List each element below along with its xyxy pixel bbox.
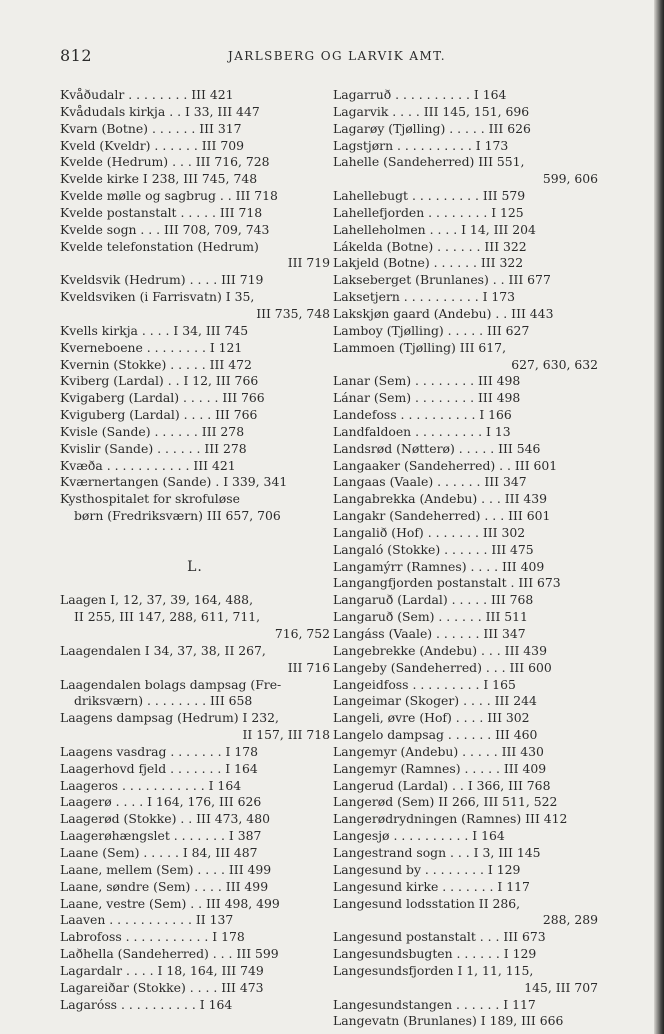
index-column-left — [60, 87, 330, 1013]
index-entry: Lamboy (Tjølling) . . . . . III 627 — [333, 322, 530, 338]
index-entry: Lahellebugt . . . . . . . . . III 579 — [333, 188, 526, 204]
index-entry: III 719 — [287, 255, 330, 271]
index-entry: Laane (Sem) . . . . . I 84, III 487 — [60, 844, 258, 860]
index-entry: Kviberg (Lardal) . . I 12, III 766 — [60, 373, 259, 389]
blank-line — [60, 542, 330, 559]
index-entry: Kvelde telefonstation (Hedrum) — [60, 238, 259, 254]
index-entry: 627, 630, 632 — [511, 356, 598, 372]
index-entry: Lagardalr . . . . I 18, 164, III 749 — [60, 962, 264, 978]
index-entry: Langangfjorden postanstalt . III 673 — [333, 575, 561, 591]
index-entry: Langaaker (Sandeherred) . . III 601 — [333, 457, 558, 473]
index-entry: Langeli, øvre (Hof) . . . . III 302 — [333, 710, 530, 726]
index-entry: Langesund by . . . . . . . . I 129 — [333, 861, 521, 877]
index-entry: Landsrød (Nøtterø) . . . . . III 546 — [333, 440, 541, 456]
index-entry: Kveld (Kveldr) . . . . . . III 709 — [60, 137, 244, 153]
index-entry: Laagerød (Stokke) . . III 473, 480 — [60, 811, 270, 827]
index-entry: Langemyr (Ramnes) . . . . . III 409 — [333, 760, 547, 776]
index-entry: Langakr (Sandeherred) . . . III 601 — [333, 508, 551, 524]
index-entry: Landfaldoen . . . . . . . . . I 13 — [333, 423, 511, 439]
index-entry: Langesundsbugten . . . . . . I 129 — [333, 946, 537, 962]
index-entry: Laane, søndre (Sem) . . . . III 499 — [60, 878, 269, 894]
index-entry: Laagen I, 12, 37, 39, 164, 488, — [60, 592, 254, 608]
index-entry: Laagendalen I 34, 37, 38, II 267, — [60, 642, 266, 658]
index-entry: Kvelde (Hedrum) . . . III 716, 728 — [60, 154, 270, 170]
index-entry: Lagaróss . . . . . . . . . . I 164 — [60, 996, 233, 1012]
index-entry: Lagareiðar (Stokke) . . . . III 473 — [60, 979, 264, 995]
index-entry: Lammoen (Tjølling) III 617, — [333, 339, 507, 355]
index-entry: Lánar (Sem) . . . . . . . . III 498 — [333, 390, 521, 406]
index-entry: Kvelde kirke I 238, III 745, 748 — [60, 171, 258, 187]
index-entry: Laagerøhængslet . . . . . . . I 387 — [60, 828, 262, 844]
index-entry: Lakskjøn gaard (Andebu) . . III 443 — [333, 305, 554, 321]
blank-line — [60, 575, 330, 592]
index-entry: Langesund lodsstation II 286, — [333, 895, 521, 911]
index-entry: Kvådudals kirkja . . I 33, III 447 — [60, 103, 260, 119]
index-entry: Kvelde sogn . . . III 708, 709, 743 — [60, 221, 270, 237]
index-entry: Langaruð (Lardal) . . . . . III 768 — [333, 592, 534, 608]
index-entry: Lagarruð . . . . . . . . . . I 164 — [333, 87, 507, 102]
index-entry: Langalið (Hof) . . . . . . . III 302 — [333, 524, 526, 540]
index-entry: Lahelle (Sandeherred) III 551, — [333, 154, 525, 170]
index-entry: Langabrekka (Andebu) . . . III 439 — [333, 491, 548, 507]
index-entry: Kveldsvik (Hedrum) . . . . III 719 — [60, 272, 264, 288]
page-header — [0, 46, 664, 68]
index-entry: Laagerhovd fjeld . . . . . . . I 164 — [60, 760, 258, 776]
index-entry: Langerud (Lardal) . . I 366, III 768 — [333, 777, 551, 793]
index-entry: Kvigaberg (Lardal) . . . . . III 766 — [60, 390, 265, 406]
index-entry: Langeidfoss . . . . . . . . . I 165 — [333, 676, 516, 692]
page-edge-shadow — [654, 0, 664, 1034]
index-entry: Lagstjørn . . . . . . . . . . I 173 — [333, 137, 509, 153]
index-entry: børn (Fredriksværn) III 657, 706 — [74, 508, 281, 524]
index-entry: Kverneboene . . . . . . . . I 121 — [60, 339, 243, 355]
index-entry: Kysthospitalet for skrofuløse — [60, 491, 240, 507]
index-entry: Laane, mellem (Sem) . . . . III 499 — [60, 861, 272, 877]
index-entry: Laaven . . . . . . . . . . . II 137 — [60, 912, 234, 928]
index-entry: Lakseberget (Brunlanes) . . III 677 — [333, 272, 551, 288]
index-entry: Kvarn (Botne) . . . . . . III 317 — [60, 120, 242, 136]
index-entry: Kvislir (Sande) . . . . . . III 278 — [60, 440, 247, 456]
index-entry: Kvisle (Sande) . . . . . . III 278 — [60, 423, 245, 439]
index-entry: III 735, 748 — [256, 305, 330, 321]
index-entry: Kvelde mølle og sagbrug . . III 718 — [60, 188, 278, 204]
index-entry: III 716 — [287, 659, 330, 675]
section-letter: L. — [187, 558, 203, 575]
index-column-right — [333, 87, 598, 1030]
index-entry: Kveldsviken (i Farrisvatn) I 35, — [60, 289, 255, 305]
index-entry: Kvåðudalr . . . . . . . . III 421 — [60, 87, 234, 102]
index-entry: Langaló (Stokke) . . . . . . III 475 — [333, 541, 534, 557]
index-entry: Langesund postanstalt . . . III 673 — [333, 929, 546, 945]
index-entry: Langeby (Sandeherred) . . . III 600 — [333, 659, 552, 675]
index-entry: Lagarøy (Tjølling) . . . . . III 626 — [333, 120, 531, 136]
index-entry: 145, III 707 — [524, 979, 598, 995]
index-entry: Langesundstangen . . . . . . I 117 — [333, 996, 536, 1012]
index-entry: Laksetjern . . . . . . . . . . I 173 — [333, 289, 516, 305]
index-entry: Langelo dampsag . . . . . . III 460 — [333, 727, 538, 743]
index-entry: Laagerø . . . . I 164, 176, III 626 — [60, 794, 262, 810]
index-entry: II 255, III 147, 288, 611, 711, — [74, 609, 261, 625]
index-entry: Laageros . . . . . . . . . . . I 164 — [60, 777, 242, 793]
index-entry: Kvelde postanstalt . . . . . III 718 — [60, 204, 263, 220]
index-entry: Lakjeld (Botne) . . . . . . III 322 — [333, 255, 524, 271]
page-number: 812 — [60, 46, 93, 65]
index-entry: Laagens dampsag (Hedrum) I 232, — [60, 710, 279, 726]
index-entry: Kværnertangen (Sande) . I 339, 341 — [60, 474, 288, 490]
index-entry: Langesundsfjorden I 1, 11, 115, — [333, 962, 534, 978]
index-entry: Laagens vasdrag . . . . . . . I 178 — [60, 743, 259, 759]
index-entry: Langerød (Sem) II 266, III 511, 522 — [333, 794, 558, 810]
index-entry: Labrofoss . . . . . . . . . . . I 178 — [60, 929, 245, 945]
index-entry: Lahelleholmen . . . . I 14, III 204 — [333, 221, 536, 237]
index-entry: 599, 606 — [542, 171, 598, 187]
index-entry: Kviguberg (Lardal) . . . . III 766 — [60, 407, 258, 423]
index-entry: Langerødrydningen (Ramnes) III 412 — [333, 811, 568, 827]
index-entry: Lákelda (Botne) . . . . . . III 322 — [333, 238, 527, 254]
blank-line — [60, 525, 330, 542]
index-entry: 288, 289 — [542, 912, 598, 928]
index-entry: Kvells kirkja . . . . I 34, III 745 — [60, 322, 249, 338]
index-entry: Langaruð (Sem) . . . . . . III 511 — [333, 609, 528, 625]
index-entry: Laðhella (Sandeherred) . . . III 599 — [60, 946, 279, 962]
index-entry: Langesjø . . . . . . . . . . I 164 — [333, 828, 505, 844]
index-entry: driksværn) . . . . . . . . III 658 — [74, 693, 253, 709]
index-entry: Langesund kirke . . . . . . . I 117 — [333, 878, 530, 894]
index-entry: Lanar (Sem) . . . . . . . . III 498 — [333, 373, 521, 389]
index-entry: Langestrand sogn . . . I 3, III 145 — [333, 844, 541, 860]
index-entry: Landefoss . . . . . . . . . . I 166 — [333, 407, 512, 423]
index-entry: Laagendalen bolags dampsag (Fre- — [60, 676, 282, 692]
index-entry: Langebrekke (Andebu) . . . III 439 — [333, 642, 547, 658]
index-entry: Lahellefjorden . . . . . . . . I 125 — [333, 204, 524, 220]
index-entry: II 157, III 718 — [242, 727, 330, 743]
index-entry: Langaas (Vaale) . . . . . . III 347 — [333, 474, 527, 490]
running-title: JARLSBERG OG LARVIK AMT. — [228, 49, 446, 63]
index-entry: Langemyr (Andebu) . . . . . III 430 — [333, 743, 544, 759]
index-entry: Langeimar (Skoger) . . . . III 244 — [333, 693, 537, 709]
index-entry: Lagarvik . . . . III 145, 151, 696 — [333, 103, 530, 119]
index-entry: Langamýrr (Ramnes) . . . . III 409 — [333, 558, 545, 574]
index-entry: Langevatn (Brunlanes) I 189, III 666 — [333, 1013, 564, 1029]
index-entry: Kvernin (Stokke) . . . . . III 472 — [60, 356, 252, 372]
index-entry: Kvæða . . . . . . . . . . . III 421 — [60, 457, 236, 473]
index-entry: 716, 752 — [274, 626, 330, 641]
index-entry: Laane, vestre (Sem) . . III 498, 499 — [60, 895, 280, 911]
index-entry: Langáss (Vaale) . . . . . . III 347 — [333, 626, 526, 641]
